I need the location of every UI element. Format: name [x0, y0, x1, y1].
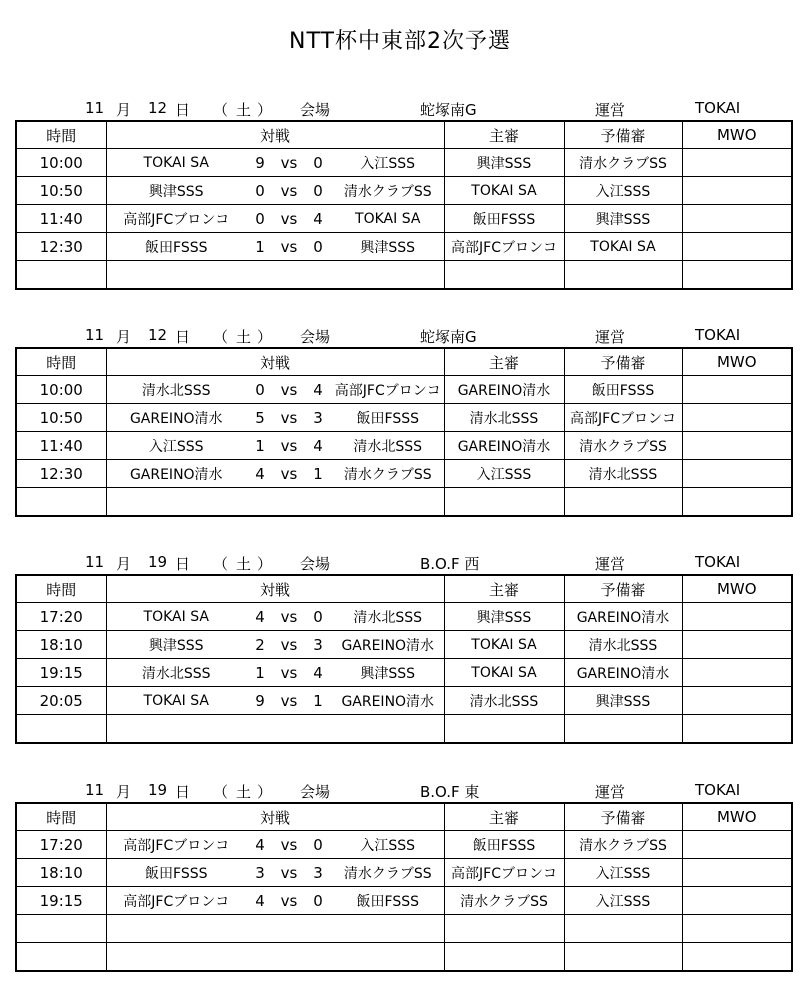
vs-label: vs [274, 603, 304, 631]
mwo-cell [682, 233, 792, 261]
score-b: 0 [304, 233, 332, 261]
table-row [16, 631, 792, 659]
team-b: 清水クラブSS [332, 859, 444, 887]
mwo-cell [682, 887, 792, 915]
score-a: 5 [246, 404, 274, 432]
vs-label [274, 488, 304, 517]
team-a: TOKAI SA [106, 687, 246, 715]
match-time [16, 943, 106, 972]
match-time: 20:05 [16, 687, 106, 715]
header-weekday-open: （ [213, 783, 229, 801]
score-a: 0 [246, 177, 274, 205]
vs-label: vs [274, 631, 304, 659]
table-row [16, 376, 792, 404]
match-time: 18:10 [16, 631, 106, 659]
reserve-referee [564, 261, 682, 290]
mwo-cell [682, 631, 792, 659]
score-a: 9 [246, 687, 274, 715]
referee: TOKAI SA [444, 177, 564, 205]
referee [444, 943, 564, 972]
score-b: 0 [304, 887, 332, 915]
referee [444, 715, 564, 744]
table-header-row [16, 803, 792, 831]
vs-label: vs [274, 687, 304, 715]
header-day: 12 [148, 99, 168, 117]
mwo-cell [682, 859, 792, 887]
column-header-referee: 主審 [444, 348, 564, 376]
team-b: 入江SSS [332, 831, 444, 859]
mwo-cell [682, 915, 792, 943]
referee: 高部JFCブロンコ [444, 233, 564, 261]
table-row [16, 149, 792, 177]
score-a: 1 [246, 432, 274, 460]
match-time [16, 715, 106, 744]
match-time: 10:00 [16, 376, 106, 404]
mwo-cell [682, 205, 792, 233]
header-day: 19 [148, 553, 168, 571]
header-day-label: 日 [175, 555, 191, 573]
schedule-block [15, 96, 791, 290]
match-time: 12:30 [16, 233, 106, 261]
match-time: 19:15 [16, 887, 106, 915]
referee: 清水クラブSS [444, 887, 564, 915]
column-header-time: 時間 [16, 348, 106, 376]
header-venue: 蛇塚南G [420, 101, 477, 119]
team-b: 飯田FSSS [332, 404, 444, 432]
column-header-time: 時間 [16, 803, 106, 831]
mwo-cell [682, 261, 792, 290]
vs-label: vs [274, 376, 304, 404]
header-day-label: 日 [175, 101, 191, 119]
table-row [16, 859, 792, 887]
team-a [106, 261, 246, 290]
match-time: 17:20 [16, 831, 106, 859]
column-header-reserve: 予備審 [564, 121, 682, 149]
team-b: 高部JFCブロンコ [332, 376, 444, 404]
mwo-cell [682, 603, 792, 631]
team-a: 清水北SSS [106, 659, 246, 687]
score-b: 4 [304, 376, 332, 404]
score-a [246, 915, 274, 943]
column-header-match: 対戦 [106, 803, 444, 831]
vs-label [274, 261, 304, 290]
mwo-cell [682, 659, 792, 687]
vs-label [274, 915, 304, 943]
vs-label: vs [274, 460, 304, 488]
team-a: GAREINO清水 [106, 404, 246, 432]
score-b: 0 [304, 603, 332, 631]
header-operation: TOKAI [695, 553, 741, 571]
score-a: 2 [246, 631, 274, 659]
score-b [304, 715, 332, 744]
header-month: 11 [85, 553, 105, 571]
header-month-label: 月 [116, 555, 132, 573]
team-b: GAREINO清水 [332, 631, 444, 659]
score-a: 3 [246, 859, 274, 887]
score-b: 1 [304, 687, 332, 715]
team-b: 清水北SSS [332, 603, 444, 631]
table-row [16, 659, 792, 687]
referee: 興津SSS [444, 149, 564, 177]
header-operation-label: 運営 [595, 101, 626, 119]
header-weekday: 土 [236, 783, 252, 801]
referee: GAREINO清水 [444, 432, 564, 460]
reserve-referee: GAREINO清水 [564, 659, 682, 687]
referee: 清水北SSS [444, 687, 564, 715]
reserve-referee [564, 915, 682, 943]
score-a: 4 [246, 603, 274, 631]
header-month: 11 [85, 326, 105, 344]
referee [444, 488, 564, 517]
team-b [332, 943, 444, 972]
header-weekday-open: （ [213, 328, 229, 346]
column-header-referee: 主審 [444, 121, 564, 149]
header-weekday-close: ） [257, 101, 273, 119]
score-a: 4 [246, 460, 274, 488]
team-b: GAREINO清水 [332, 687, 444, 715]
column-header-mwo: MWO [682, 575, 792, 603]
reserve-referee [564, 488, 682, 517]
header-operation-label: 運営 [595, 783, 626, 801]
match-time: 17:20 [16, 603, 106, 631]
block-header [15, 550, 791, 574]
score-b [304, 943, 332, 972]
team-b [332, 915, 444, 943]
table-row [16, 603, 792, 631]
team-b: 清水クラブSS [332, 460, 444, 488]
referee: GAREINO清水 [444, 376, 564, 404]
match-time: 10:50 [16, 404, 106, 432]
table-header-row [16, 121, 792, 149]
score-b: 4 [304, 205, 332, 233]
referee: 飯田FSSS [444, 205, 564, 233]
match-time: 10:00 [16, 149, 106, 177]
table-row [16, 205, 792, 233]
reserve-referee: 清水クラブSS [564, 149, 682, 177]
reserve-referee: 興津SSS [564, 205, 682, 233]
team-a: 高部JFCブロンコ [106, 831, 246, 859]
header-weekday: 土 [236, 555, 252, 573]
reserve-referee: 高部JFCブロンコ [564, 404, 682, 432]
table-row [16, 831, 792, 859]
referee: TOKAI SA [444, 659, 564, 687]
score-a: 4 [246, 831, 274, 859]
reserve-referee: 興津SSS [564, 687, 682, 715]
table-row [16, 460, 792, 488]
table-row [16, 261, 792, 290]
team-a: TOKAI SA [106, 149, 246, 177]
team-a: 入江SSS [106, 432, 246, 460]
vs-label [274, 715, 304, 744]
header-weekday-open: （ [213, 101, 229, 119]
score-a: 4 [246, 887, 274, 915]
reserve-referee: 清水北SSS [564, 631, 682, 659]
column-header-mwo: MWO [682, 121, 792, 149]
schedule-table [15, 120, 793, 290]
page-title: NTT杯中東部2次予選 [289, 29, 511, 54]
table-row [16, 177, 792, 205]
referee [444, 261, 564, 290]
header-month-label: 月 [116, 328, 132, 346]
team-a: TOKAI SA [106, 603, 246, 631]
mwo-cell [682, 943, 792, 972]
vs-label: vs [274, 831, 304, 859]
column-header-mwo: MWO [682, 803, 792, 831]
vs-label [274, 943, 304, 972]
score-b: 0 [304, 149, 332, 177]
match-time [16, 915, 106, 943]
block-header [15, 323, 791, 347]
table-row [16, 233, 792, 261]
score-b: 4 [304, 659, 332, 687]
team-a: 飯田FSSS [106, 859, 246, 887]
header-venue-label: 会場 [300, 101, 331, 119]
column-header-match: 対戦 [106, 348, 444, 376]
referee: 入江SSS [444, 460, 564, 488]
mwo-cell [682, 149, 792, 177]
team-a: 清水北SSS [106, 376, 246, 404]
reserve-referee: 入江SSS [564, 859, 682, 887]
team-b [332, 715, 444, 744]
score-b [304, 488, 332, 517]
team-a: 高部JFCブロンコ [106, 205, 246, 233]
table-row [16, 715, 792, 744]
team-a [106, 915, 246, 943]
header-operation: TOKAI [695, 99, 741, 117]
team-b: 飯田FSSS [332, 887, 444, 915]
referee [444, 915, 564, 943]
header-operation: TOKAI [695, 326, 741, 344]
team-b: 入江SSS [332, 149, 444, 177]
table-row [16, 915, 792, 943]
referee: 高部JFCブロンコ [444, 859, 564, 887]
score-a: 0 [246, 205, 274, 233]
reserve-referee: 清水クラブSS [564, 432, 682, 460]
team-a: 高部JFCブロンコ [106, 887, 246, 915]
score-a [246, 261, 274, 290]
column-header-match: 対戦 [106, 575, 444, 603]
team-a: 興津SSS [106, 631, 246, 659]
vs-label: vs [274, 205, 304, 233]
header-day: 19 [148, 781, 168, 799]
schedule-table [15, 574, 793, 744]
column-header-referee: 主審 [444, 575, 564, 603]
schedule-block [15, 550, 791, 744]
mwo-cell [682, 687, 792, 715]
score-a [246, 943, 274, 972]
reserve-referee: 清水北SSS [564, 460, 682, 488]
score-a: 1 [246, 659, 274, 687]
score-b: 3 [304, 631, 332, 659]
table-row [16, 887, 792, 915]
team-a: 飯田FSSS [106, 233, 246, 261]
score-b [304, 915, 332, 943]
team-a [106, 488, 246, 517]
match-time: 11:40 [16, 205, 106, 233]
team-b: TOKAI SA [332, 205, 444, 233]
vs-label: vs [274, 859, 304, 887]
team-a: GAREINO清水 [106, 460, 246, 488]
header-weekday: 土 [236, 328, 252, 346]
reserve-referee [564, 715, 682, 744]
match-time: 18:10 [16, 859, 106, 887]
referee: TOKAI SA [444, 631, 564, 659]
column-header-reserve: 予備審 [564, 803, 682, 831]
schedule-block [15, 778, 791, 972]
table-row [16, 404, 792, 432]
mwo-cell [682, 488, 792, 517]
score-a [246, 488, 274, 517]
match-time [16, 261, 106, 290]
header-day-label: 日 [175, 783, 191, 801]
header-venue: B.O.F 東 [420, 783, 480, 801]
team-a [106, 715, 246, 744]
header-day-label: 日 [175, 328, 191, 346]
match-time: 19:15 [16, 659, 106, 687]
column-header-reserve: 予備審 [564, 348, 682, 376]
referee: 興津SSS [444, 603, 564, 631]
mwo-cell [682, 831, 792, 859]
table-header-row [16, 348, 792, 376]
score-b: 4 [304, 432, 332, 460]
header-month-label: 月 [116, 783, 132, 801]
table-header-row [16, 575, 792, 603]
column-header-time: 時間 [16, 121, 106, 149]
column-header-reserve: 予備審 [564, 575, 682, 603]
header-month: 11 [85, 99, 105, 117]
header-weekday-close: ） [257, 328, 273, 346]
table-row [16, 432, 792, 460]
mwo-cell [682, 376, 792, 404]
match-time: 10:50 [16, 177, 106, 205]
team-a: 興津SSS [106, 177, 246, 205]
score-b: 0 [304, 177, 332, 205]
header-weekday-close: ） [257, 783, 273, 801]
team-b [332, 488, 444, 517]
mwo-cell [682, 177, 792, 205]
header-venue-label: 会場 [300, 555, 331, 573]
team-b: 興津SSS [332, 233, 444, 261]
reserve-referee: 飯田FSSS [564, 376, 682, 404]
reserve-referee: 入江SSS [564, 887, 682, 915]
header-weekday-close: ） [257, 555, 273, 573]
mwo-cell [682, 404, 792, 432]
header-venue-label: 会場 [300, 328, 331, 346]
header-venue: B.O.F 西 [420, 555, 480, 573]
reserve-referee: TOKAI SA [564, 233, 682, 261]
header-month-label: 月 [116, 101, 132, 119]
header-operation-label: 運営 [595, 328, 626, 346]
referee: 清水北SSS [444, 404, 564, 432]
reserve-referee: GAREINO清水 [564, 603, 682, 631]
reserve-referee: 入江SSS [564, 177, 682, 205]
score-a: 1 [246, 233, 274, 261]
header-operation: TOKAI [695, 781, 741, 799]
team-b: 清水北SSS [332, 432, 444, 460]
header-weekday: 土 [236, 101, 252, 119]
mwo-cell [682, 460, 792, 488]
block-header [15, 96, 791, 120]
score-b: 1 [304, 460, 332, 488]
schedule-table [15, 802, 793, 972]
referee: 飯田FSSS [444, 831, 564, 859]
column-header-time: 時間 [16, 575, 106, 603]
table-row [16, 687, 792, 715]
vs-label: vs [274, 149, 304, 177]
team-a [106, 943, 246, 972]
schedule-block [15, 323, 791, 517]
score-b: 3 [304, 859, 332, 887]
score-a: 9 [246, 149, 274, 177]
reserve-referee: 清水クラブSS [564, 831, 682, 859]
match-time [16, 488, 106, 517]
vs-label: vs [274, 404, 304, 432]
team-b: 清水クラブSS [332, 177, 444, 205]
score-b [304, 261, 332, 290]
match-time: 12:30 [16, 460, 106, 488]
header-weekday-open: （ [213, 555, 229, 573]
vs-label: vs [274, 177, 304, 205]
column-header-match: 対戦 [106, 121, 444, 149]
header-venue: 蛇塚南G [420, 328, 477, 346]
column-header-mwo: MWO [682, 348, 792, 376]
header-month: 11 [85, 781, 105, 799]
team-b: 興津SSS [332, 659, 444, 687]
vs-label: vs [274, 887, 304, 915]
header-venue-label: 会場 [300, 783, 331, 801]
score-b: 3 [304, 404, 332, 432]
table-row [16, 488, 792, 517]
score-a: 0 [246, 376, 274, 404]
vs-label: vs [274, 233, 304, 261]
mwo-cell [682, 432, 792, 460]
table-row [16, 943, 792, 972]
vs-label: vs [274, 432, 304, 460]
mwo-cell [682, 715, 792, 744]
score-a [246, 715, 274, 744]
team-b [332, 261, 444, 290]
vs-label: vs [274, 659, 304, 687]
header-operation-label: 運営 [595, 555, 626, 573]
header-day: 12 [148, 326, 168, 344]
column-header-referee: 主審 [444, 803, 564, 831]
block-header [15, 778, 791, 802]
reserve-referee [564, 943, 682, 972]
score-b: 0 [304, 831, 332, 859]
schedule-table [15, 347, 793, 517]
match-time: 11:40 [16, 432, 106, 460]
